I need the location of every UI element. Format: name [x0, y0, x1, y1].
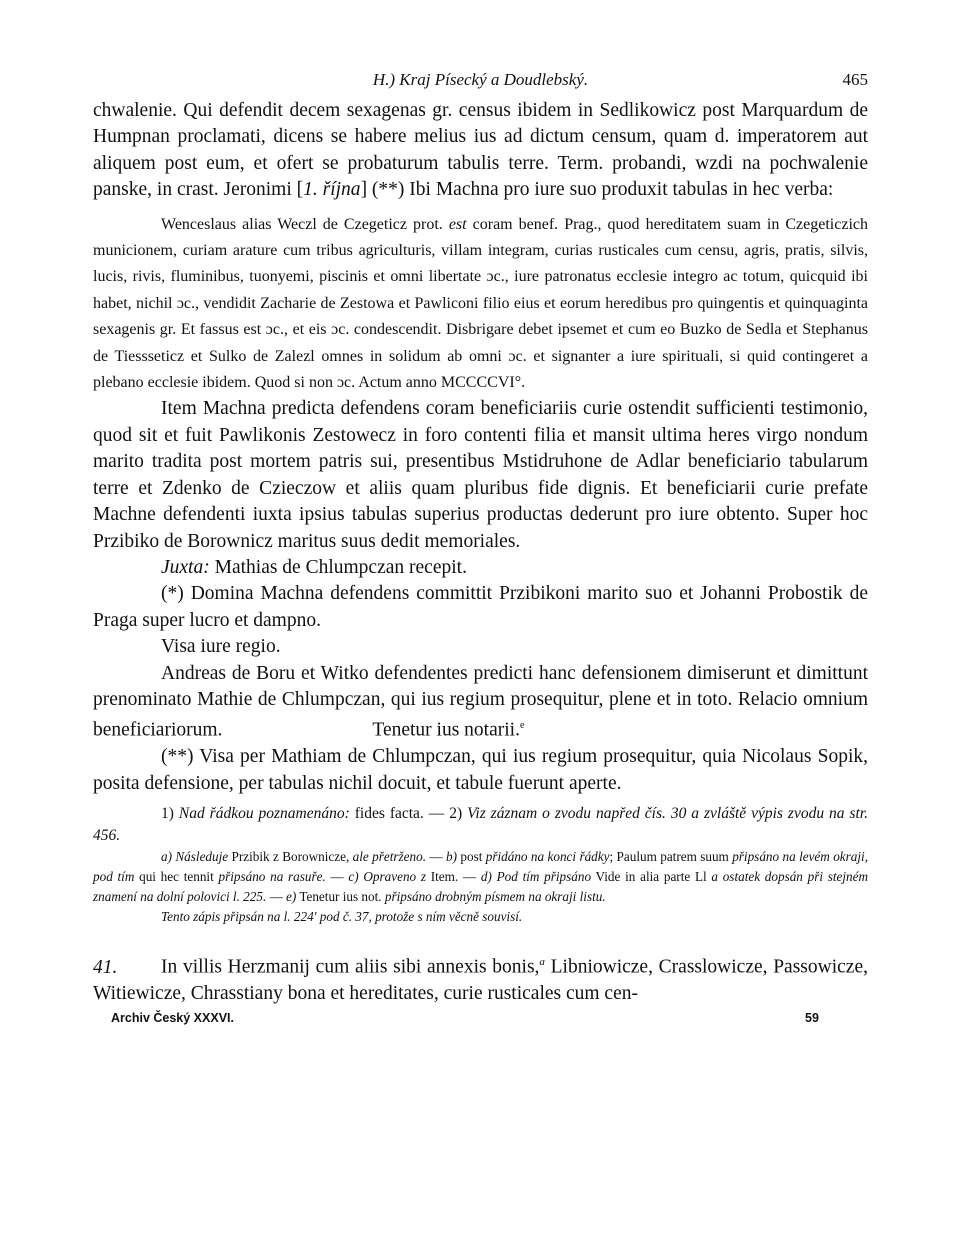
footnote-2-text: Viz záznam o zvodu napřed čís. 30 a zvláště výpis zvodu na str. 456. — [93, 805, 868, 845]
page — [93, 70, 868, 1031]
crit-e-mark: e) — [286, 889, 297, 905]
tenetur-note: Tenetur ius notarii. — [372, 719, 520, 741]
crit-a3: ale přetrženo. — [352, 849, 427, 865]
crit-e1: Tenetur ius not. — [296, 889, 385, 905]
running-header — [93, 70, 868, 98]
paragraph-3: (*) Domina Machna defendens committit Przibikoni marito suo et Johanni Probostik de Praga super lucro et dampno. — [93, 583, 868, 631]
quote-est: est — [448, 215, 467, 233]
page-footer — [93, 1009, 868, 1031]
paragraph-5 — [93, 661, 868, 745]
quote-text-rest: coram benef. Prag., quod hereditatem suam in Czegeticzich municionem, curiam arature cum tribus agriculturis, villam integram, curias rusticales cum censu, agris, pratis, silvis, lucis, rivis, fluminibus, tuonyemi, piscinis et omni libertate ɔc., iure patronatus ecclesie integro ac totum, quicquid ibi habet, nichil ɔc., vendidit Zacharie de Zestowa et Pawliconi filio eius et eorum heredibus pro quingentis et quinquaginta sexagenis gr. Et fassus est ɔc., et eis ɔc. condescendit. Disbrigare debet ipsemet et cum eo Buzko de Sedla et Stephanus de Tiessseticz et Sulko de Zalezl omnes in solidum ab omni ɔc. et signanter a iure spirituali, si quid contingeret a plebano ecclesie ibidem. Quod si non ɔc. Actum anno MCCCCVI°. — [93, 215, 869, 392]
crit-a2: Przibik z Borownicze, — [228, 849, 353, 865]
crit-d1: Pod tím připsáno — [496, 869, 592, 885]
juxta-text: Mathias de Chlumpczan recepit. — [209, 556, 467, 578]
paragraph-2: Item Machna predicta defendens coram beneficiariis curie ostendit sufficienti testimonio, quod sit et fuit Pawlikonis Zestowecz in foro contenti filia et mansit ultima heres virgo nondum marito tradita post mortem patris sui, presentibus Mstidruhone de Adlar beneficiario tabularum terre et Zdenko de Czieczow et aliis quam pluribus fide dignis. Et beneficiarii curie prefate Machne defendenti iuxta ipsius tabulas superius productas dederunt pro iure obtento. Super hoc Przibiko de Borownicz maritus suus dedit memoriales. — [93, 398, 868, 552]
crit-c-mark: c) — [348, 869, 359, 885]
crit-a1: Následuje — [175, 849, 229, 865]
final-note: Tento zápis připsán na l. 224' pod č. 37, protože s ním věcně souvisí. — [161, 909, 523, 925]
crit-b2: přidáno na konci řádky — [485, 849, 610, 865]
entry-41 — [93, 949, 868, 1007]
critical-apparatus: a) Následuje Przibik z Borownicze, ale přetrženo. — b) post přidáno na konci řádky; Paulum patrem suum připsáno na levém okraji, pod tím qui hec tennit připsáno na rasuře. — c) Opraveno z Item. — d) Pod tím připsáno Vide in alia parte Ll a ostatek dopsán při stejném znamení na dolní polovici l. 225. — e) Tenetur ius not. připsáno drobným písmem na okraji listu. — [93, 849, 869, 905]
footnotes-1-2 — [93, 803, 868, 847]
footnote-1-text: fides facta. — — [349, 805, 450, 823]
crit-b-mark: b) — [446, 849, 457, 865]
critical-mark-e: e — [519, 720, 525, 732]
footnote-1-label: Nad řádkou poznamenáno: — [178, 805, 350, 823]
spacer — [93, 927, 868, 949]
crit-b5: qui hec tennit — [134, 869, 219, 885]
crit-d3: a ostatek dopsán při stejném znamení na dolní polovici l. 225. — [93, 869, 869, 905]
crit-b3: ; Paulum patrem suum — [609, 849, 733, 865]
crit-b6: připsáno na rasuře. — [218, 869, 326, 885]
entry-number: 41. — [93, 956, 118, 978]
journal-signature: Archiv Český XXXVI. — [111, 1011, 234, 1026]
juxta-label: Juxta: — [161, 556, 210, 578]
crit-d-mark: d) — [480, 869, 492, 885]
critical-mark-a: a — [539, 956, 545, 969]
quoted-record — [93, 212, 868, 397]
crit-b4: připsáno na levém okraji, pod tím — [93, 849, 869, 885]
crit-b1: post — [457, 849, 486, 865]
quote-text-start: Wenceslaus alias Weczl de Czegeticz prot. — [161, 215, 449, 233]
paragraph-1-text: chwalenie. Qui defendit decem sexagenas gr. census ibidem in Sedlikowicz post Marquardum de Humpnan proclamati, dicens se habere melius ius ad dictum censum, quam d. imperatorem aut aliquem post eum, et ofert se probaturum tabulis terre. Term. probandi, wzdi na pochwalenie panske, in crast. Jeronimi [ — [93, 100, 868, 201]
footnote-1-number: 1) — [161, 805, 174, 823]
paragraph-1 — [93, 98, 868, 204]
paragraph-5-text: Andreas de Boru et Witko defendentes predicti hanc defensionem dimiserunt et dimittunt prenominato Mathie de Chlumpczan, qui ius regium prosequitur, plene et in toto. Relacio omnium beneficiariorum. — [93, 662, 868, 741]
crit-e2: připsáno drobným písmem na okraji listu. — [384, 889, 606, 905]
footnote-2-number: 2) — [449, 805, 463, 823]
page-number: 465 — [842, 70, 868, 89]
paragraph-4: Visa iure regio. — [161, 636, 281, 658]
crit-c2: Item. — — [426, 869, 481, 885]
entry-41-text-rest: Libniowicze, Crasslowicze, Passowicze, Witiewicze, Chrasstiany bona et hereditates, curie rusticales cum cen- — [93, 956, 868, 1004]
juxta-line — [93, 555, 868, 581]
sheet-number: 59 — [805, 1011, 819, 1026]
editorial-date: 1. října — [303, 179, 361, 201]
crit-c1: Opraveno z — [363, 869, 427, 885]
crit-a-mark: a) — [161, 849, 172, 865]
entry-41-text-start: In villis Herzmanij cum aliis sibi annexis bonis, — [161, 956, 540, 978]
paragraph-6: (**) Visa per Mathiam de Chlumpczan, qui ius regium prosequitur, quia Nicolaus Sopik, posita defensione, per tabulas nichil docuit, et tabule fuerunt aperte. — [93, 746, 868, 794]
paragraph-1-end: ] (**) Ibi Machna pro iure suo produxit tabulas in hec verba: — [360, 179, 834, 201]
running-title: H.) Kraj Písecký a Doudlebský. — [372, 70, 589, 89]
spacer — [93, 204, 868, 212]
crit-d2: Vide in alia parte Ll — [591, 869, 712, 885]
